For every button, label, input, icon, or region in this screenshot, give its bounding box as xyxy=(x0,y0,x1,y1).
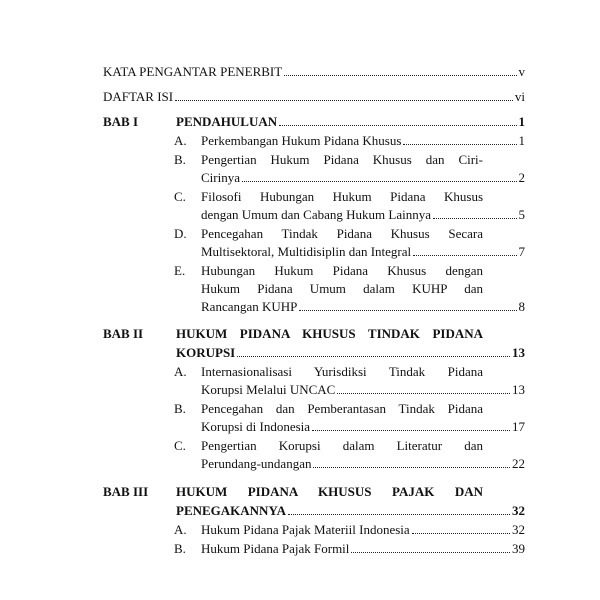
item-letter: D. xyxy=(174,226,187,241)
leader-dots xyxy=(288,514,510,515)
item-text: Pengertian Korupsi dalam Literatur dan xyxy=(201,438,483,453)
item-letter: E. xyxy=(174,263,186,278)
toc-item xyxy=(201,207,525,222)
item-text: Hubungan Hukum Pidana Khusus dengan xyxy=(201,263,483,278)
entry-title: DAFTAR ISI xyxy=(103,89,174,104)
item-text: Hukum Pidana Pajak Materiil Indonesia xyxy=(201,522,410,537)
item-letter: C. xyxy=(174,189,186,204)
item-page: 13 xyxy=(512,382,525,397)
item-page: 5 xyxy=(518,207,525,222)
item-text: Perkembangan Hukum Pidana Khusus xyxy=(201,133,402,148)
chapter-page: 1 xyxy=(518,114,525,129)
toc-item xyxy=(201,541,525,556)
chapter-title: KORUPSI xyxy=(176,345,236,360)
item-page: 8 xyxy=(518,299,525,314)
leader-dots xyxy=(237,356,510,357)
item-text: Pencegahan Tindak Pidana Khusus Secara xyxy=(201,226,483,241)
leader-dots xyxy=(313,467,510,468)
entry-title: KATA PENGANTAR PENERBIT xyxy=(103,64,283,79)
toc-item xyxy=(201,456,525,471)
item-page: 32 xyxy=(512,522,525,537)
item-page: 2 xyxy=(518,170,525,185)
item-letter: B. xyxy=(174,152,186,167)
leader-dots xyxy=(433,218,517,219)
item-letter: C. xyxy=(174,438,186,453)
entry-page: v xyxy=(518,64,525,79)
chapter-title: PENEGAKANNYA xyxy=(176,503,287,518)
item-text: Hukum Pidana Pajak Formil xyxy=(201,541,350,556)
item-text: Filosofi Hubungan Hukum Pidana Khusus xyxy=(201,189,483,204)
leader-dots xyxy=(337,393,510,394)
toc-item xyxy=(201,170,525,185)
toc-entry-daftar-isi xyxy=(103,89,525,104)
toc-item xyxy=(201,382,525,397)
item-letter: A. xyxy=(174,133,187,148)
item-letter: A. xyxy=(174,522,187,537)
leader-dots xyxy=(175,100,513,101)
leader-dots xyxy=(413,255,516,256)
toc-item xyxy=(201,299,525,314)
item-text: Korupsi di Indonesia xyxy=(201,419,311,434)
chapter-label: BAB I xyxy=(103,114,139,129)
item-text: dengan Umum dan Cabang Hukum Lainnya xyxy=(201,207,431,222)
item-text: Pengertian Hukum Pidana Khusus dan Ciri- xyxy=(201,152,483,167)
chapter-title: HUKUM PIDANA KHUSUS TINDAK PIDANA xyxy=(176,326,483,341)
leader-dots xyxy=(299,310,516,311)
toc-item xyxy=(201,522,525,537)
item-page: 1 xyxy=(518,133,525,148)
chapter-title-bab2 xyxy=(176,345,525,360)
item-page: 17 xyxy=(512,419,525,434)
item-text: Internasionalisasi Yurisdiksi Tindak Pidana xyxy=(201,364,483,379)
toc-item xyxy=(201,419,525,434)
item-text: Hukum Pidana Umum dalam KUHP dan xyxy=(201,281,483,296)
leader-dots xyxy=(403,144,516,145)
item-page: 7 xyxy=(518,244,525,259)
item-text: Perundang-undangan xyxy=(201,456,312,471)
item-text: Pencegahan dan Pemberantasan Tindak Pidana xyxy=(201,401,483,416)
item-letter: B. xyxy=(174,401,186,416)
chapter-title-bab3 xyxy=(176,503,525,518)
leader-dots xyxy=(284,75,516,76)
toc-item xyxy=(201,133,525,148)
leader-dots xyxy=(312,430,510,431)
toc-item xyxy=(201,244,525,259)
item-text: Rancangan KUHP xyxy=(201,299,298,314)
chapter-label: BAB II xyxy=(103,326,144,341)
item-letter: A. xyxy=(174,364,187,379)
chapter-title: PENDAHULUAN xyxy=(176,114,278,129)
item-page: 39 xyxy=(512,541,525,556)
chapter-page: 32 xyxy=(512,503,525,518)
entry-page: vi xyxy=(514,89,525,104)
leader-dots xyxy=(242,181,517,182)
chapter-title: HUKUM PIDANA KHUSUS PAJAK DAN xyxy=(176,484,483,499)
item-letter: B. xyxy=(174,541,186,556)
chapter-title-bab1 xyxy=(176,114,525,129)
leader-dots xyxy=(279,125,516,126)
item-text: Cirinya xyxy=(201,170,240,185)
leader-dots xyxy=(412,533,510,534)
chapter-label: BAB III xyxy=(103,484,149,499)
item-text: Multisektoral, Multidisiplin dan Integral xyxy=(201,244,412,259)
item-page: 22 xyxy=(512,456,525,471)
item-text: Korupsi Melalui UNCAC xyxy=(201,382,336,397)
leader-dots xyxy=(351,552,510,553)
toc-entry-kata-pengantar xyxy=(103,64,525,79)
chapter-page: 13 xyxy=(512,345,525,360)
